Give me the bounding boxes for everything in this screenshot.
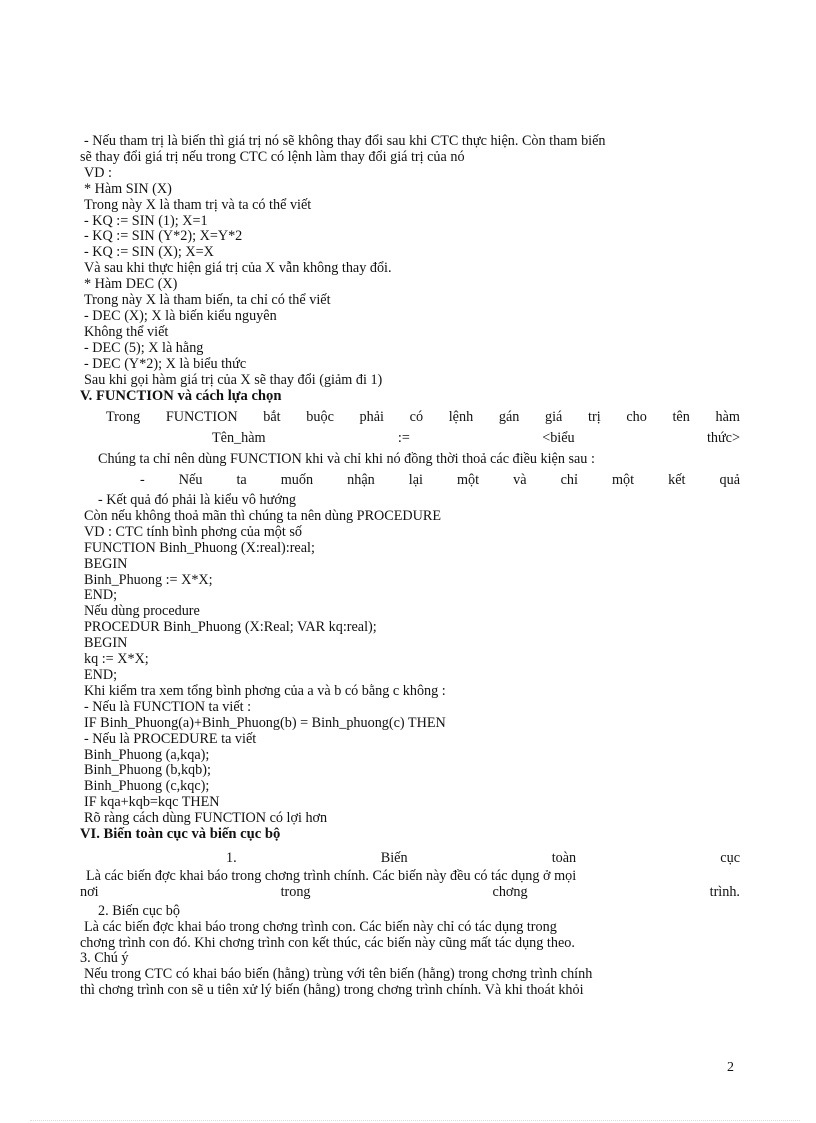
text-line: Nếu trong CTC có khai báo biến (hằng) trùng với tên biến (hằng) trong chơng trình chính — [84, 967, 593, 983]
text-line: - Nếu là FUNCTION ta viết : — [84, 699, 252, 715]
section-heading-5: V. FUNCTION và cách lựa chọn — [80, 388, 282, 404]
text-line: - Kết quả đó phải là kiểu vô hướng — [98, 492, 297, 509]
justified-line: - Nếu ta muốn nhận lại một và chỉ một kết quả — [140, 472, 740, 489]
text-line: 2. Biến cục bộ — [98, 902, 180, 919]
code-line: kq := X*X; — [84, 652, 149, 668]
text-line: - KQ := SIN (Y*2); X=Y*2 — [84, 229, 243, 245]
text-line: * Hàm DEC (X) — [84, 277, 178, 293]
justified-line: Trong FUNCTION bắt buộc phải có lệnh gán giá trị cho tên hàm — [106, 409, 740, 426]
code-line: Binh_Phuong (c,kqc); — [84, 779, 210, 795]
code-line: IF Binh_Phuong(a)+Binh_Phuong(b) = Binh_phuong(c) THEN — [84, 715, 446, 731]
text-line: Nếu dùng procedure — [84, 604, 200, 620]
text-line: VD : CTC tính bình phơng của một số — [84, 524, 302, 540]
text-line: Là các biến đợc khai báo trong chơng trình con. Các biến này chỉ có tác dụng trong — [84, 919, 557, 935]
code-line: FUNCTION Binh_Phuong (X:real):real; — [84, 540, 315, 556]
text-line: Và sau khi thực hiện giá trị của X vẫn không thay đổi. — [84, 261, 392, 277]
text-line: 3. Chú ý — [80, 951, 129, 967]
code-line: BEGIN — [84, 556, 128, 572]
text-line: - DEC (X); X là biến kiểu nguyên — [84, 308, 277, 324]
text-line: Không thể viết — [84, 324, 169, 340]
section-heading-6: VI. Biến toàn cục và biến cục bộ — [80, 827, 281, 843]
text-line: Còn nếu không thoả mãn thì chúng ta nên dùng PROCEDURE — [84, 508, 442, 524]
text-line: VD : — [84, 165, 112, 181]
text-line: - DEC (Y*2); X là biểu thức — [84, 356, 247, 372]
justified-line: nơi trong chơng trình. — [80, 883, 740, 900]
code-line: BEGIN — [84, 636, 128, 652]
text-line: Trong này X là tham trị và ta có thể viết — [84, 197, 312, 213]
text-line: Sau khi gọi hàm giá trị của X sẽ thay đổi (giảm đi 1) — [84, 372, 383, 388]
text-line: - Nếu tham trị là biến thì giá trị nó sẽ không thay đổi sau khi CTC thực hiện. Còn tham biến — [84, 134, 606, 149]
page-bottom-rule — [30, 1120, 800, 1121]
justified-line: Tên_hàm := <biểu thức> — [212, 430, 740, 447]
text-line: Chúng ta chỉ nên dùng FUNCTION khi và chỉ khi nó đồng thời thoả các điều kiện sau : — [98, 451, 595, 468]
text-line: Là các biến đợc khai báo trong chơng trình chính. Các biến này đều có tác dụng ở mọi — [86, 867, 577, 884]
code-line: END; — [84, 668, 118, 683]
text-line: * Hàm SIN (X) — [84, 181, 172, 197]
justified-line: 1. Biến toàn cục — [226, 849, 740, 866]
text-line: thì chơng trình con sẽ u tiên xử lý biến (hằng) trong chơng trình chính. Và khi thoát khỏi — [80, 983, 584, 999]
text-line: - KQ := SIN (1); X=1 — [84, 213, 208, 229]
code-line: IF kqa+kqb=kqc THEN — [84, 795, 220, 811]
code-line: Binh_Phuong (b,kqb); — [84, 763, 211, 779]
text-line: Rõ ràng cách dùng FUNCTION có lợi hơn — [84, 811, 328, 827]
text-line: - KQ := SIN (X); X=X — [84, 245, 214, 261]
text-line: Khi kiểm tra xem tổng bình phơng của a và b có bằng c không : — [84, 683, 446, 699]
code-line: Binh_Phuong (a,kqa); — [84, 747, 210, 763]
text-line: chơng trình con đó. Khi chơng trình con kết thúc, các biến này cũng mất tác dụng theo. — [80, 935, 575, 951]
code-line: END; — [84, 588, 118, 604]
text-line: sẽ thay đổi giá trị nếu trong CTC có lệnh làm thay đổi giá trị của nó — [80, 149, 465, 165]
code-line: PROCEDUR Binh_Phuong (X:Real; VAR kq:real); — [84, 620, 377, 636]
text-line: Trong này X là tham biến, ta chỉ có thể viết — [84, 293, 331, 309]
code-line: Binh_Phuong := X*X; — [84, 572, 213, 588]
page-number: 2 — [727, 1060, 734, 1075]
text-line: - Nếu là PROCEDURE ta viết — [84, 731, 257, 747]
page-content — [80, 134, 740, 999]
text-line: - DEC (5); X là hằng — [84, 340, 204, 356]
